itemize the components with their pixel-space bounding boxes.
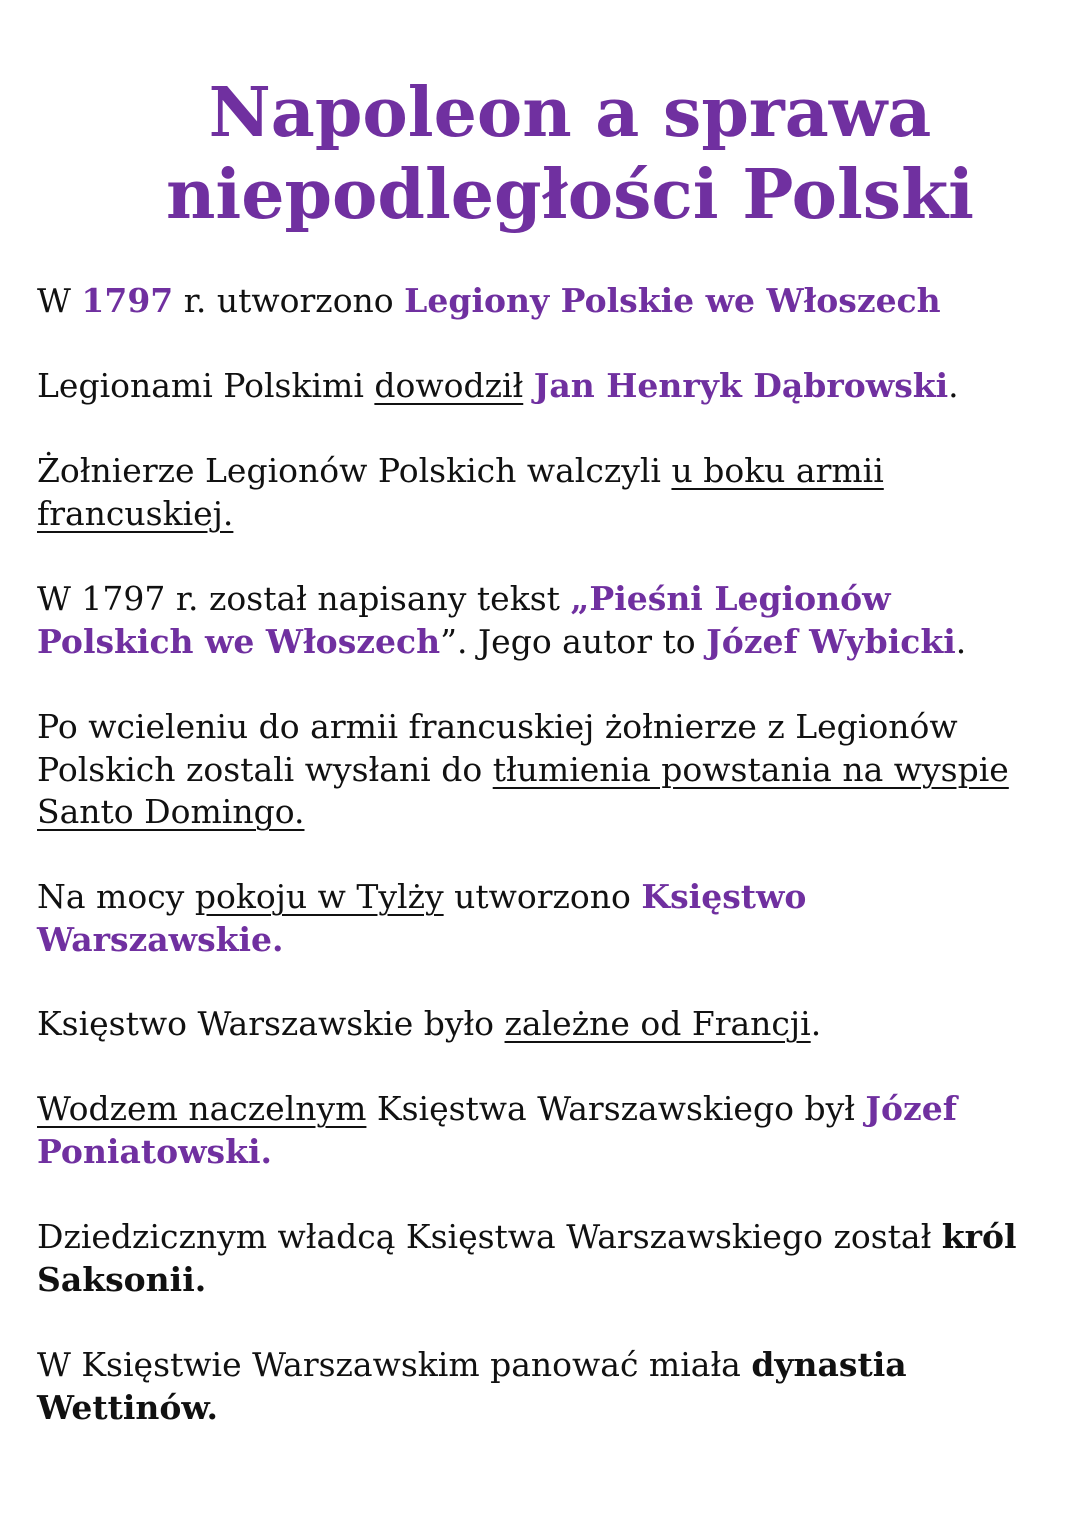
paragraph-santo-domingo bbox=[37, 706, 1047, 834]
underlined-pokoju: pokoju w Tylży bbox=[194, 877, 444, 916]
text-segment: W 1797 r. został napisany tekst bbox=[37, 579, 571, 618]
highlight-year: 1797 bbox=[81, 281, 174, 320]
highlight-poniatowski: Józef Poniatowski. bbox=[37, 1089, 957, 1171]
paragraph-zolnierze bbox=[37, 450, 1047, 535]
paragraph-legiony bbox=[37, 280, 1047, 323]
text-segment: utworzono bbox=[443, 877, 642, 916]
underlined-tlumienia: tłumienia powstania na wyspie Santo Domingo. bbox=[37, 749, 1009, 831]
highlight-piesn: „Pieśni Legionów Polskich we Włoszech bbox=[37, 579, 891, 661]
page-title bbox=[60, 72, 1080, 236]
underlined-dowodzil: dowodził bbox=[374, 366, 524, 405]
text-segment: W bbox=[37, 281, 82, 320]
highlight-dabrowski: Jan Henryk Dąbrowski bbox=[533, 366, 949, 405]
text-segment bbox=[523, 366, 534, 405]
page-title-line-1: Napoleon a sprawa bbox=[208, 73, 932, 153]
paragraph-saksonia bbox=[37, 1216, 1047, 1301]
text-segment: r. utworzono bbox=[173, 281, 405, 320]
paragraph-piesn bbox=[37, 578, 1047, 663]
paragraph-dabrowski bbox=[37, 365, 1047, 408]
paragraph-tylza bbox=[37, 876, 1047, 961]
text-segment: Księstwo Warszawskie było bbox=[37, 1004, 505, 1043]
text-segment: Żołnierze Legionów Polskich walczyli bbox=[37, 451, 672, 490]
text-segment: . bbox=[955, 621, 967, 661]
text-segment: ”. Jego autor to bbox=[440, 621, 707, 661]
paragraph-wettinowie bbox=[37, 1344, 1047, 1429]
underlined-wodzem: Wodzem naczelnym bbox=[37, 1089, 367, 1128]
text-segment: Księstwa Warszawskiego był bbox=[366, 1089, 866, 1128]
text-segment: W Księstwie Warszawskim panować miała bbox=[37, 1345, 752, 1384]
page-title-line-2: niepodległości Polski bbox=[165, 155, 975, 235]
underlined-u-boku: u boku armii francuskiej. bbox=[37, 451, 884, 533]
text-segment: . bbox=[948, 366, 959, 405]
underlined-zalezne: zależne od Francji bbox=[504, 1004, 811, 1043]
text-segment: Po wcieleniu do armii francuskiej żołnierze z Legionów Polskich zostali wysłani do bbox=[37, 707, 958, 789]
bold-dynastia: dynastia Wettinów. bbox=[37, 1345, 907, 1427]
text-segment: Na mocy bbox=[37, 877, 195, 916]
text-segment: Legionami Polskimi bbox=[37, 366, 375, 405]
paragraph-zalezne bbox=[37, 1003, 1047, 1046]
highlight-legiony: Legiony Polskie we Włoszech bbox=[404, 281, 941, 320]
paragraph-poniatowski bbox=[37, 1088, 1047, 1173]
bold-krol-saksonii: król Saksonii. bbox=[37, 1217, 1017, 1299]
highlight-ksiestwo: Księstwo Warszawskie. bbox=[37, 877, 807, 959]
text-segment: Dziedzicznym władcą Księstwa Warszawskiego został bbox=[37, 1217, 942, 1256]
text-segment: . bbox=[810, 1004, 822, 1043]
highlight-wybicki: Józef Wybicki bbox=[706, 621, 956, 661]
